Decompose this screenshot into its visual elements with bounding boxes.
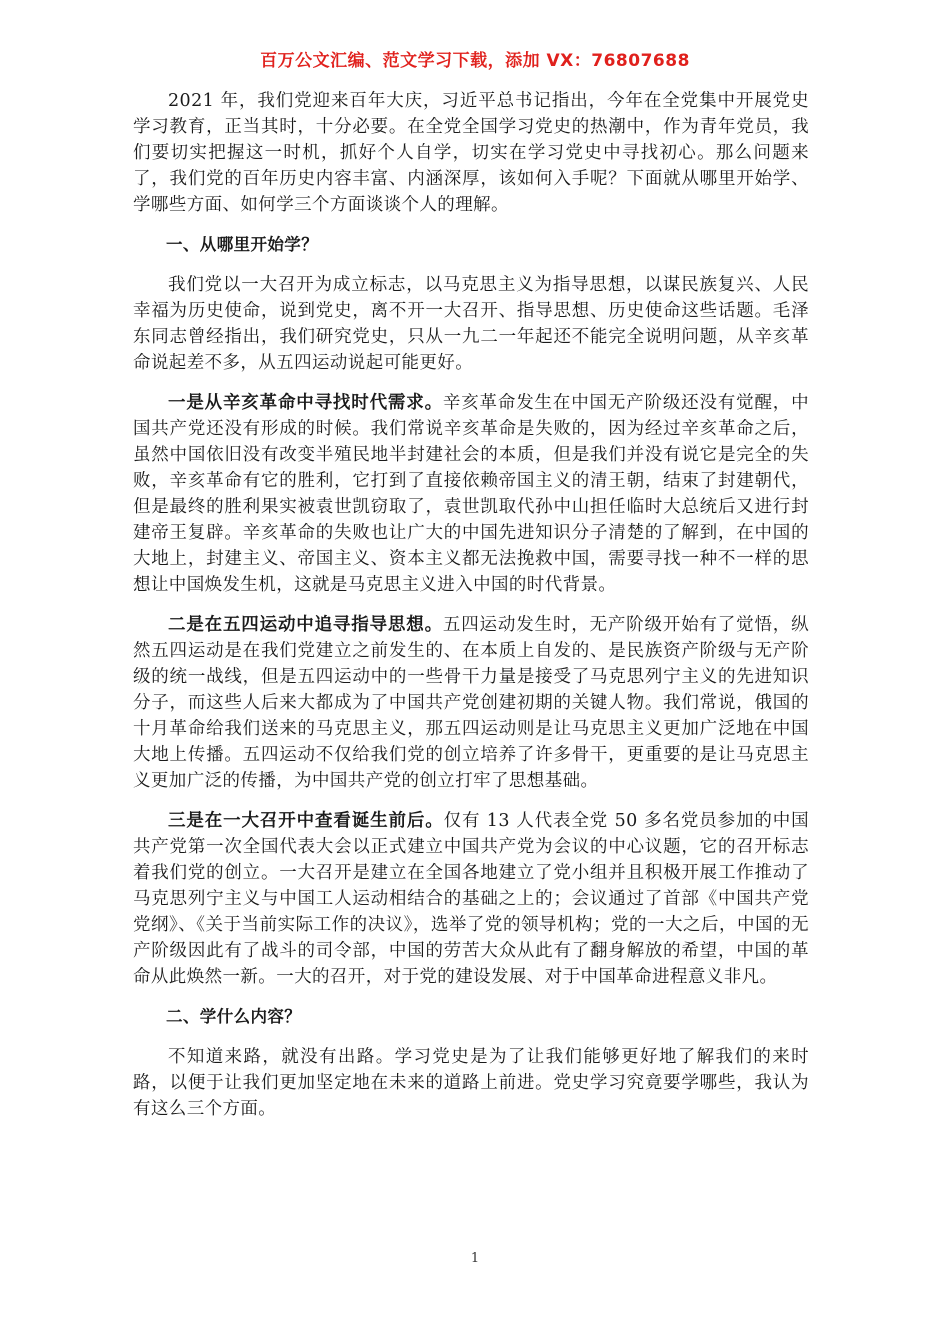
paragraph-body: 五四运动发生时，无产阶级开始有了觉悟，纵然五四运动是在我们党建立之前发生的、在本质上自发的、是民族资产阶级与无产阶级的统一战线，但是五四运动中的一些骨干力量是接受了马克思列宁主义的先进知识分子，而这些人后来大都成为了中国共产党创建初期的关键人物。我们常说，俄国的十月革命给我们送来的马克思主义，那五四运动则是让马克思主义更加广泛地在中国大地上传播。五四运动不仅给我们党的创立培养了许多骨干，更重要的是让马克思主义更加广泛的传播，为中国共产党的创立打牢了思想基础。 — [133, 615, 810, 791]
page-number: 1 — [470, 1251, 480, 1266]
paragraph-body: 辛亥革命发生在中国无产阶级还没有觉醒，中国共产党还没有形成的时候。我们常说辛亥革命是失败的，因为经过辛亥革命之后，虽然中国依旧没有改变半殖民地半封建社会的本质，但是我们并没有说它是完全的失败，辛亥革命有它的胜利，它打到了直接依赖帝国主义的清王朝，结束了封建朝代，但是最终的胜利果实被袁世凯窃取了，袁世凯取代孙中山担任临时大总统后又进行封建帝王复辟。辛亥革命的失败也让广大的中国先进知识分子清楚的了解到，在中国的大地上，封建主义、帝国主义、资本主义都无法挽救中国，需要寻找一种不一样的思想让中国焕发生机，这就是马克思主义进入中国的时代背景。 — [133, 393, 810, 595]
section1-paragraph-1: 我们党以一大召开为成立标志，以马克思主义为指导思想，以谋民族复兴、人民幸福为历史使命，说到党史，离不开一大召开、指导思想、历史使命这些话题。毛泽东同志曾经指出，我们研究党史，只从一九二一年起还不能完全说明问题，从辛亥革命说起差不多，从五四运动说起可能更好。 — [133, 275, 809, 373]
paragraph-lead: 一是从辛亥革命中寻找时代需求。 — [168, 393, 443, 413]
intro-paragraph: 2021 年，我们党迎来百年大庆，习近平总书记指出，今年在全党集中开展党史学习教育，正当其时，十分必要。在全党全国学习党史的热潮中，作为青年党员，我们要切实把握这一时机，抓好个人自学，切实在学习党史中寻找初心。那么问题来了，我们党的百年历史内容丰富、内涵深厚，该如何入手呢？下面就从哪里开始学、学哪些方面、如何学三个方面谈谈个人的理解。 — [133, 91, 809, 215]
paragraph-lead: 三是在一大召开中查看诞生前后。 — [168, 811, 444, 831]
section1-paragraph-4 — [133, 808, 809, 990]
paragraph-lead: 二是在五四运动中追寻指导思想。 — [168, 615, 443, 635]
section-heading-2: 二、学什么内容？ — [166, 1007, 302, 1026]
document-header-banner: 百万公文汇编、范文学习下载，添加 VX：76807688 — [260, 51, 690, 71]
section1-paragraph-3 — [133, 612, 809, 794]
section1-paragraph-2 — [133, 390, 809, 598]
section-heading-1: 一、从哪里开始学？ — [166, 235, 319, 254]
document-body — [133, 88, 809, 1136]
paragraph-body: 仅有 13 人代表全党 50 多名党员参加的中国共产党第一次全国代表大会以正式建立中国共产党为会议的中心议题，它的召开标志着我们党的创立。一大召开是建立在全国各地建立了党小组并且积极开展工作推动了马克思列宁主义与中国工人运动相结合的基础之上的；会议通过了首部《中国共产党党纲》、《关于当前实际工作的决议》，选举了党的领导机构；党的一大之后，中国的无产阶级因此有了战斗的司令部，中国的劳苦大众从此有了翻身解放的希望，中国的革命从此焕然一新。一大的召开，对于党的建设发展、对于中国革命进程意义非凡。 — [133, 811, 809, 987]
section2-paragraph-1: 不知道来路，就没有出路。学习党史是为了让我们能够更好地了解我们的来时路，以便于让我们更加坚定地在未来的道路上前进。党史学习究竟要学哪些，我认为有这么三个方面。 — [133, 1047, 809, 1119]
